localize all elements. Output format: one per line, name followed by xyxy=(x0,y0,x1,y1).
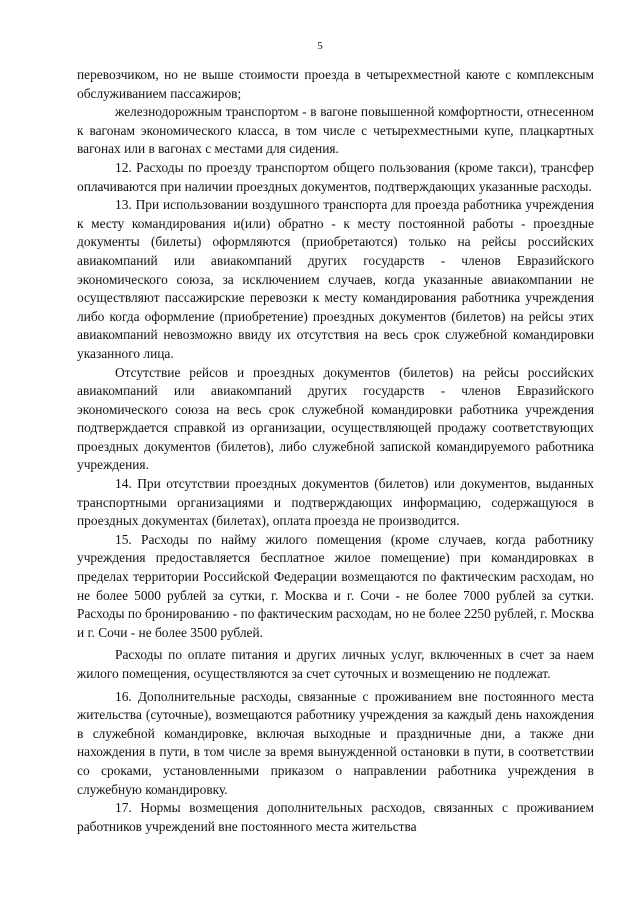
paragraph: 14. При отсутствии проездных документов (билетов) или документов, выданных транспортными организациями и подтверждающих информацию, содержащуюся в проездных документах (билетах), оплата проезда не производится. xyxy=(77,476,594,529)
paragraph: 13. При использовании воздушного транспорта для проезда работника учреждения к месту командирования и(или) обратно - к месту постоянной работы - проездные документы (билеты) оформляются (приобретаются) только на рейсы российских авиакомпаний или авиакомпаний других государств - членов Евразийского экономического союза, за исключением случаев, когда указанные авиакомпании не осуществляют пассажирские перевозки к месту командирования работника учреждения либо когда оформление (приобретение) проездных документов (билетов) на рейсы этих авиакомпаний невозможно ввиду их отсутствия на весь срок служебной командировки указанного лица. xyxy=(77,197,594,361)
paragraph: 17. Нормы возмещения дополнительных расходов, связанных с проживанием работников учреждений вне постоянного места жительства xyxy=(77,800,594,834)
paragraph: железнодорожным транспортом - в вагоне повышенной комфортности, отнесенном к вагонам экономического класса, в том числе с четырехместными купе, плацкартных вагонах или в вагонах с местами для сидения. xyxy=(77,104,594,157)
page-number: 5 xyxy=(317,40,323,52)
paragraph: 15. Расходы по найму жилого помещения (кроме случаев, когда работнику учреждения предоставляется бесплатное жилое помещение) при командировках в пределах территории Российской Федерации возмещаются по фактическим расходам, но не более 5000 рублей за сутки, г. Москва и г. Сочи - не более 7000 рублей за сутки. Расходы по бронированию - по фактическим расходам, но не более 2250 рублей, г. Москва и г. Сочи - не более 3500 рублей. xyxy=(77,531,594,640)
document-body xyxy=(77,66,594,836)
paragraph: 12. Расходы по проезду транспортом общего пользования (кроме такси), трансфер оплачиваются при наличии проездных документов, подтверждающих указанные расходы. xyxy=(77,159,594,194)
paragraph: перевозчиком, но не выше стоимости проезда в четырехместной каюте с комплексным обслуживанием пассажиров; xyxy=(77,67,594,101)
paragraph: Отсутствие рейсов и проездных документов (билетов) на рейсы российских авиакомпаний или авиакомпаний других государств - членов Евразийского экономического союза на весь срок служебной командировки работника учреждения подтверждается справкой из организации, осуществляющей продажу соответствующих проездных документов (билетов), либо служебной запиской командируемого работника учреждения. xyxy=(77,364,594,473)
paragraph: Расходы по оплате питания и других личных услуг, включенных в счет за наем жилого помещения, осуществляются за счет суточных и возмещению не подлежат. xyxy=(77,647,594,681)
paragraph: 16. Дополнительные расходы, связанные с проживанием вне постоянного места жительства (суточные), возмещаются работнику учреждения за каждый день нахождения в служебной командировке, включая выходные и праздничные дни, а также дни нахождения в пути, в том числе за время вынужденной остановки в пути, в соответствии со сроками, установленными приказом о направлении работника учреждения в служебную командировку. xyxy=(77,688,594,797)
